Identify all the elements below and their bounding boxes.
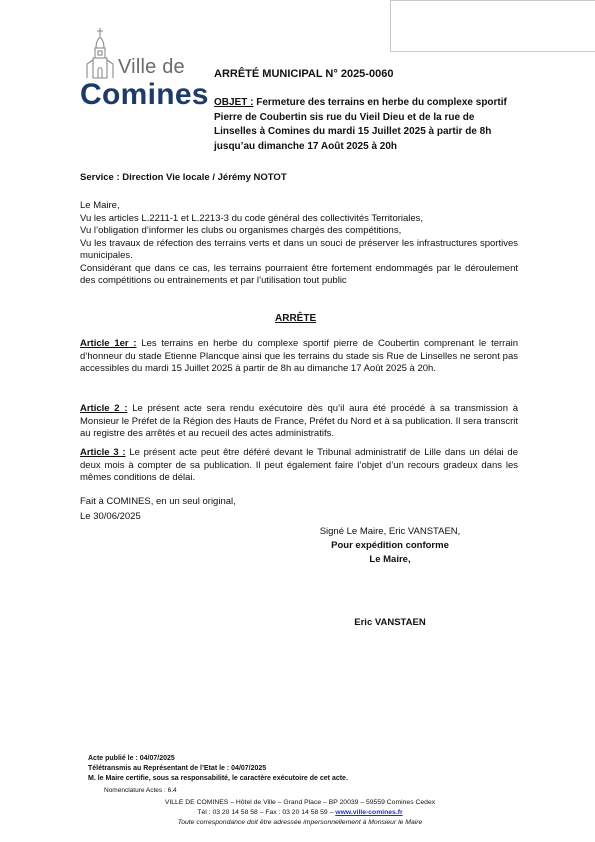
preamble-le-maire: Le Maire, bbox=[80, 200, 120, 211]
signature-line-3: Le Maire, bbox=[369, 554, 411, 565]
page-footer bbox=[80, 798, 520, 828]
logo-ville-text: Ville de bbox=[118, 56, 185, 78]
signature-line-2: Pour expédition conforme bbox=[331, 540, 449, 551]
publication-block bbox=[88, 754, 348, 784]
nomenclature: Nomenclature Actes : 6.4 bbox=[104, 787, 177, 794]
logo-comines-text: Comines bbox=[80, 78, 209, 111]
footer-phone-fax: Tél : 03 20 14 58 58 – Fax : 03 20 14 58 59 – bbox=[197, 809, 336, 816]
executoire-certification: M. le Maire certifie, sous sa responsabilité, le caractère exécutoire de cet acte. bbox=[88, 775, 348, 782]
document-date: Le 30/06/2025 bbox=[80, 511, 141, 522]
signature-line-1: Signé Le Maire, Eric VANSTAEN, bbox=[319, 526, 461, 537]
signatory-name: Eric VANSTAEN bbox=[354, 617, 426, 628]
preamble-vu-articles: Vu les articles L.2211-1 et L.2213-3 du code général des collectivités Territoriales, bbox=[80, 212, 424, 224]
footer-contact bbox=[80, 808, 520, 818]
church-tower-icon bbox=[80, 26, 120, 80]
preamble-vu-travaux: Vu les travaux de réfection des terrains verts et dans un souci de préserver les infrastructures sportives municipales. bbox=[80, 237, 518, 261]
preamble-vu-obligation: Vu l’obligation d’informer les clubs ou organismes chargés des compétitions, bbox=[80, 225, 402, 236]
ville-de-comines-logo bbox=[78, 26, 209, 111]
article-1-label: Article 1er : bbox=[80, 338, 137, 349]
service-line: Service : Direction Vie locale / Jérémy NOTOT bbox=[80, 172, 287, 183]
article-3-text: Le présent acte peut être déféré devant le Tribunal administratif de Lille dans un délai de deux mois à compter de sa publication. Il peut également faire l’objet d’un recours gradeux dans les mêmes conditions de délai. bbox=[80, 447, 518, 483]
preamble-block bbox=[80, 200, 518, 288]
preamble-considerant: Considérant que dans ce cas, les terrains pourraient être fortement endommagés par le déroulement des compétitions ou entrainements et par l’utilisation tout public bbox=[80, 262, 518, 286]
article-1-text: Les terrains en herbe du complexe sportif pierre de Coubertin comprenant le terrain d’honneur du stade Etienne Plancque ainsi que les terrains du stade sis Rue de Linselles ne seront pas accessibles du mardi 15 Juillet 2025 à partir de 8h au dimanche 17 Août 2025 à 20h. bbox=[80, 338, 518, 374]
transmission-date: Télétransmis au Représentant de l’Etat le : 04/07/2025 bbox=[88, 765, 267, 772]
publication-date: Acte publié le : 04/07/2025 bbox=[88, 755, 175, 762]
stamp-box bbox=[390, 0, 595, 52]
article-3 bbox=[80, 447, 518, 485]
fait-a-comines: Fait à COMINES, en un seul original, bbox=[80, 496, 236, 507]
article-3-label: Article 3 : bbox=[80, 447, 126, 458]
document-title: ARRÊTÉ MUNICIPAL N° 2025-0060 bbox=[214, 68, 394, 80]
article-2 bbox=[80, 403, 518, 441]
website-link[interactable]: www.ville-comines.fr bbox=[335, 809, 403, 816]
article-2-label: Article 2 : bbox=[80, 403, 128, 414]
objet-block bbox=[214, 96, 514, 154]
signature-block bbox=[290, 525, 490, 567]
objet-label: OBJET : bbox=[214, 97, 254, 108]
article-2-text: Le présent acte sera rendu exécutoire dès qu’il aura été procédé à sa transmission à Monsieur le Préfet de la Région des Hauts de France, Préfet du Nord et à sa publication. Il sera transcrit au registre des arrêtés et au recueil des actes administratifs. bbox=[80, 403, 518, 439]
arrete-heading: ARRÊTE bbox=[275, 313, 317, 324]
footer-address: VILLE DE COMINES – Hôtel de Ville – Grand Place – BP 20039 – 59559 Comines Cedex bbox=[164, 799, 436, 806]
article-1 bbox=[80, 338, 518, 376]
objet-text: Fermeture des terrains en herbe du complexe sportif Pierre de Coubertin sis rue du Vieil Dieu et de la rue de Linselles à Comines du mardi 15 Juillet 2025 à partir de 8h jusqu’au dimanche 17 Août 2025 à 20h bbox=[214, 97, 507, 152]
footer-correspondence-note: Toute correspondance doit être adressée impersonnellement à Monsieur le Maire bbox=[177, 819, 423, 826]
